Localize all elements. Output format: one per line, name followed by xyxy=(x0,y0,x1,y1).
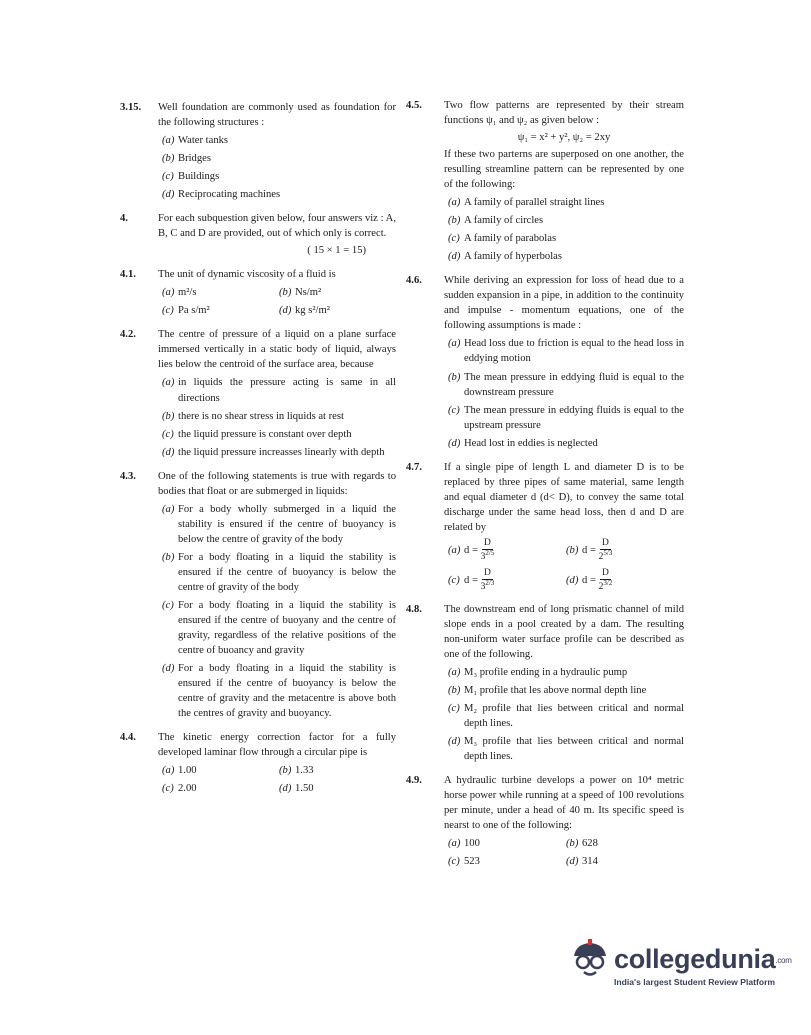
option-a: (a) Water tanks xyxy=(162,135,229,147)
fraction-denominator: $3^{2/5}$ xyxy=(480,548,495,562)
option-b: (b) Bridges xyxy=(162,153,211,165)
question-text: The kinetic energy correction factor for a fully developed laminar flow through a circular pipe is xyxy=(158,732,396,759)
option-a: (a) in liquids the pressure acting is same in all directions xyxy=(162,377,396,404)
option-b: (b) For a body floating in a liquid the stability is ensured if the centre of buoyancy is below the centre of gravity of the body xyxy=(162,551,396,593)
question-number: 4.9. xyxy=(406,775,422,787)
option-c: (c) For a body floating in a liquid the stability is ensured if the centre of buoyany and the centre of gravity, regardless of the relative positions of the centre of buoancy and gravity xyxy=(162,599,396,656)
question-number: 4. xyxy=(120,213,128,225)
option-d: (d) Reciprocating machines xyxy=(162,189,281,201)
option-c: (c) Buildings xyxy=(162,171,220,183)
option-d: (d) Head lost in eddies is neglected xyxy=(448,437,598,449)
option-c: (c) The mean pressure in eddying fluids is equal to the upstream pressure xyxy=(448,404,684,431)
question-text: For each subquestion given below, four answers viz : A, B, C and D are provided, out of which only is correct. xyxy=(158,213,396,240)
options-grid xyxy=(448,836,684,869)
question-text: One of the following statements is true with regards to bodies that float or are submerged in liquids: xyxy=(158,470,396,497)
stream-function-equation: ψ₁ = x² + y², ψ₂ = 2xy xyxy=(517,132,611,144)
question-number: 4.8. xyxy=(406,604,422,615)
option-b: (b) M₁ profile that les above normal depth line xyxy=(448,685,647,697)
question-3-15 xyxy=(120,100,396,202)
question-number: 4.4. xyxy=(120,732,136,744)
fraction: $\frac{D}{2^{3/2}}$ xyxy=(598,567,613,593)
question-text: Two flow patterns are represented by their stream functions ψ₁ and ψ₂ as given below : xyxy=(444,100,684,127)
option-c: (c) d = $\frac{D}{3^{2/3}}$ xyxy=(448,567,495,593)
question-4-1 xyxy=(120,267,396,318)
fraction-denominator: $2^{3/2}$ xyxy=(598,578,613,593)
question-text: While deriving an expression for loss of head due to a sudden expansion in a pipe, in addition to the continuity and impulse - momentum equations, one of the following assumptions is made : xyxy=(444,275,684,332)
fraction: $\frac{D}{2^{5/3}}$ xyxy=(598,537,613,562)
option-b: (b) Ns/m² xyxy=(279,287,322,299)
question-4-5 xyxy=(406,98,684,264)
marks-scheme: ( 15 × 1 = 15) xyxy=(307,245,366,257)
fraction-denominator: $2^{5/3}$ xyxy=(598,548,613,562)
logo-tagline: India's largest Student Review Platform xyxy=(614,977,776,987)
option-a: (a) M₃ profile ending in a hydraulic pump xyxy=(448,667,628,679)
option-d: (d) A family of hyperbolas xyxy=(448,251,562,263)
option-b: (b) 628 xyxy=(566,838,598,850)
question-text: If a single pipe of length L and diameter D is to be replaced by three pipes of same material, same length and equal diameter d (d< D), to convey the same total discharge under the same head loss, then d and D are related by xyxy=(444,461,684,533)
option-b: (b) A family of circles xyxy=(448,215,544,227)
option-c: (c) M₂ profile that lies between critical and normal depth lines. xyxy=(448,703,684,730)
option-d: (d) 1.50 xyxy=(279,783,314,795)
question-4-8 xyxy=(406,602,684,764)
option-b: (b) d = $\frac{D}{2^{5/3}}$ xyxy=(566,537,613,562)
option-d: (d) the liquid pressure increasses linearly with depth xyxy=(162,446,385,458)
question-number: 4.6. xyxy=(406,275,422,287)
option-c: (c) the liquid pressure is constant over depth xyxy=(162,428,352,440)
logo-wordmark: collegedunia.com xyxy=(614,944,792,974)
question-4-2 xyxy=(120,327,396,459)
option-b: (b) 1.33 xyxy=(279,765,314,777)
question-number: 4.1. xyxy=(120,269,136,281)
option-a: (a) For a body wholly submerged in a liquid the stability is ensured if the centre of buoyancy is below the centre of gravity of the body xyxy=(162,503,396,545)
collegedunia-logo[interactable] xyxy=(568,938,792,998)
question-number: 3.15. xyxy=(120,102,142,113)
option-d: (d) 314 xyxy=(566,856,598,868)
option-c: (c) 523 xyxy=(448,856,480,868)
fraction: $\frac{D}{3^{2/5}}$ xyxy=(480,537,495,562)
options-grid xyxy=(162,763,396,796)
question-number: 4.3. xyxy=(120,470,136,482)
question-text-continued: If these two parterns are superposed on one another, the resulling streamline pattern can be represented by one of the following: xyxy=(444,149,684,191)
option-c: (c) A family of parabolas xyxy=(448,233,557,245)
options-grid xyxy=(162,285,396,318)
question-4-3 xyxy=(120,469,396,722)
question-text: The centre of pressure of a liquid on a plane surface immersed vertically in a static body of liquid, always lies below the centroid of the surface area, because xyxy=(158,329,396,371)
option-b: (b) there is no shear stress in liquids at rest xyxy=(162,410,344,422)
option-c: (c) 2.00 xyxy=(162,783,197,795)
question-4-instructions xyxy=(120,211,396,258)
option-b: (b) The mean pressure in eddying fluid is equal to the downstream pressure xyxy=(448,371,684,398)
fraction: $\frac{D}{3^{2/3}}$ xyxy=(480,567,495,593)
question-4-4 xyxy=(120,730,396,796)
option-a: (a) 100 xyxy=(448,838,480,850)
option-a: (a) d = $\frac{D}{3^{2/5}}$ xyxy=(448,537,495,562)
mascot-icon xyxy=(568,938,612,982)
option-a: (a) 1.00 xyxy=(162,765,197,777)
question-text: Well foundation are commonly used as foundation for the following structures : xyxy=(158,102,396,129)
question-number: 4.5. xyxy=(406,100,422,111)
option-c: (c) Pa s/m² xyxy=(162,305,210,317)
option-d: (d) kg s²/m² xyxy=(279,305,330,317)
question-text: A hydraulic turbine develops a power on 10⁴ metric horse power while running at a speed of 100 revolutions per minute, under a head of 40 m. Its specific speed is nearst to one of the following: xyxy=(444,775,684,832)
option-d: (d) d = $\frac{D}{2^{3/2}}$ xyxy=(566,567,613,593)
fraction-options xyxy=(448,539,684,593)
right-column xyxy=(406,98,684,879)
question-number: 4.7. xyxy=(406,461,422,473)
question-number: 4.2. xyxy=(120,329,136,341)
question-4-6 xyxy=(406,273,684,450)
question-text: The unit of dynamic viscosity of a fluid is xyxy=(158,269,336,281)
question-4-7 xyxy=(406,460,684,593)
option-d: (d) For a body floating in a liquid the stability is ensured if the centre of buoyancy is below the centre of gravity and the metacentre is above both the centres of gravity and buoyancy. xyxy=(162,663,396,720)
option-a: (a) m²/s xyxy=(162,287,197,299)
left-column xyxy=(120,100,396,805)
question-4-9 xyxy=(406,773,684,869)
fraction-denominator: $3^{2/3}$ xyxy=(480,578,495,593)
question-text: The downstream end of long prismatic channel of mild slope ends in a pool created by a dam. The resulting non-uniform water surface profile can be described as one of the following. xyxy=(444,604,684,661)
option-d: (d) M₃ profile that lies between critical and normal depth lines. xyxy=(448,736,684,763)
option-a: (a) A family of parallel straight lines xyxy=(448,197,605,209)
option-a: (a) Head loss due to friction is equal to the head loss in eddying motion xyxy=(448,338,684,365)
